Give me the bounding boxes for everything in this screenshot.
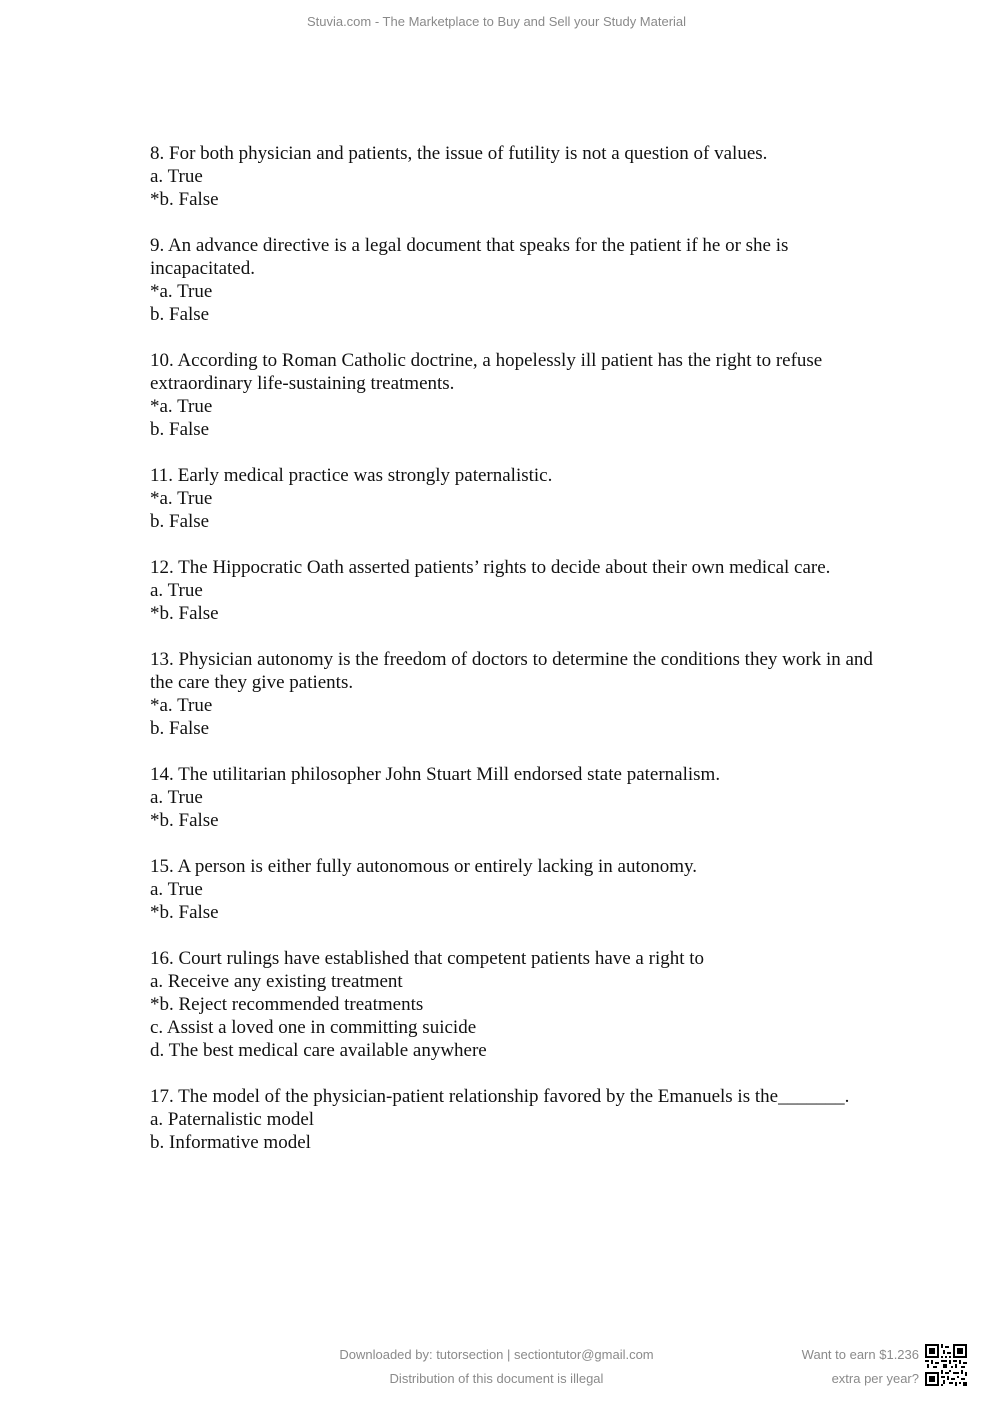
answer-option: *b. False <box>150 603 219 624</box>
answer-option: a. True <box>150 166 203 187</box>
question-text: 10. According to Roman Catholic doctrine, a hopelessly ill patient has the right to refuse extraordinary life-sustaining treatments. <box>150 350 823 394</box>
question-12 <box>150 556 880 625</box>
answer-option: d. The best medical care available anywhere <box>150 1040 487 1061</box>
question-16 <box>150 947 880 1062</box>
question-8 <box>150 142 880 211</box>
question-text: 17. The model of the physician-patient relationship favored by the Emanuels is the_______. <box>150 1086 850 1107</box>
question-text: 8. For both physician and patients, the issue of futility is not a question of values. <box>150 143 768 164</box>
question-text: 9. An advance directive is a legal document that speaks for the patient if he or she is incapacitated. <box>150 235 789 279</box>
question-9 <box>150 234 880 326</box>
question-text: 12. The Hippocratic Oath asserted patients’ rights to decide about their own medical care. <box>150 557 831 578</box>
answer-option: a. True <box>150 787 203 808</box>
answer-option: a. Paternalistic model <box>150 1109 315 1130</box>
answer-option: b. False <box>150 419 210 440</box>
answer-option: a. True <box>150 879 203 900</box>
question-text: 16. Court rulings have established that competent patients have a right to <box>150 948 705 969</box>
answer-option: *b. False <box>150 810 219 831</box>
question-text: 15. A person is either fully autonomous or entirely lacking in autonomy. <box>150 856 698 877</box>
earn-line-2[interactable]: extra per year? <box>831 1371 919 1386</box>
question-text: 13. Physician autonomy is the freedom of doctors to determine the conditions they work in and the care they give patients. <box>150 649 873 693</box>
answer-option: b. False <box>150 511 210 532</box>
answer-option: a. True <box>150 580 203 601</box>
earn-line-1[interactable]: Want to earn $1.236 <box>801 1347 919 1362</box>
answer-option: *a. True <box>150 396 213 417</box>
question-text: 14. The utilitarian philosopher John Stuart Mill endorsed state paternalism. <box>150 764 721 785</box>
question-15 <box>150 855 880 924</box>
answer-option: *b. False <box>150 189 219 210</box>
answer-option: *b. False <box>150 902 219 923</box>
question-text: 11. Early medical practice was strongly paternalistic. <box>150 465 553 486</box>
answer-option: a. Receive any existing treatment <box>150 971 403 992</box>
downloaded-by-text: Downloaded by: tutorsection | sectiontutor@gmail.com <box>339 1347 654 1362</box>
qr-code-icon[interactable] <box>925 1344 967 1386</box>
page-header: Stuvia.com - The Marketplace to Buy and Sell your Study Material <box>306 14 687 29</box>
earn-promo[interactable] <box>760 1346 919 1394</box>
quiz-content <box>150 142 880 1177</box>
answer-option: b. False <box>150 304 210 325</box>
answer-option: *a. True <box>150 281 213 302</box>
answer-option: b. False <box>150 718 210 739</box>
answer-option: *a. True <box>150 695 213 716</box>
question-11 <box>150 464 880 533</box>
answer-option: *b. Reject recommended treatments <box>150 994 424 1015</box>
question-13 <box>150 648 880 740</box>
answer-option: c. Assist a loved one in committing suicide <box>150 1017 477 1038</box>
answer-option: *a. True <box>150 488 213 509</box>
question-10 <box>150 349 880 441</box>
distribution-warning: Distribution of this document is illegal <box>389 1371 604 1386</box>
question-14 <box>150 763 880 832</box>
question-17 <box>150 1085 880 1154</box>
answer-option: b. Informative model <box>150 1132 311 1153</box>
